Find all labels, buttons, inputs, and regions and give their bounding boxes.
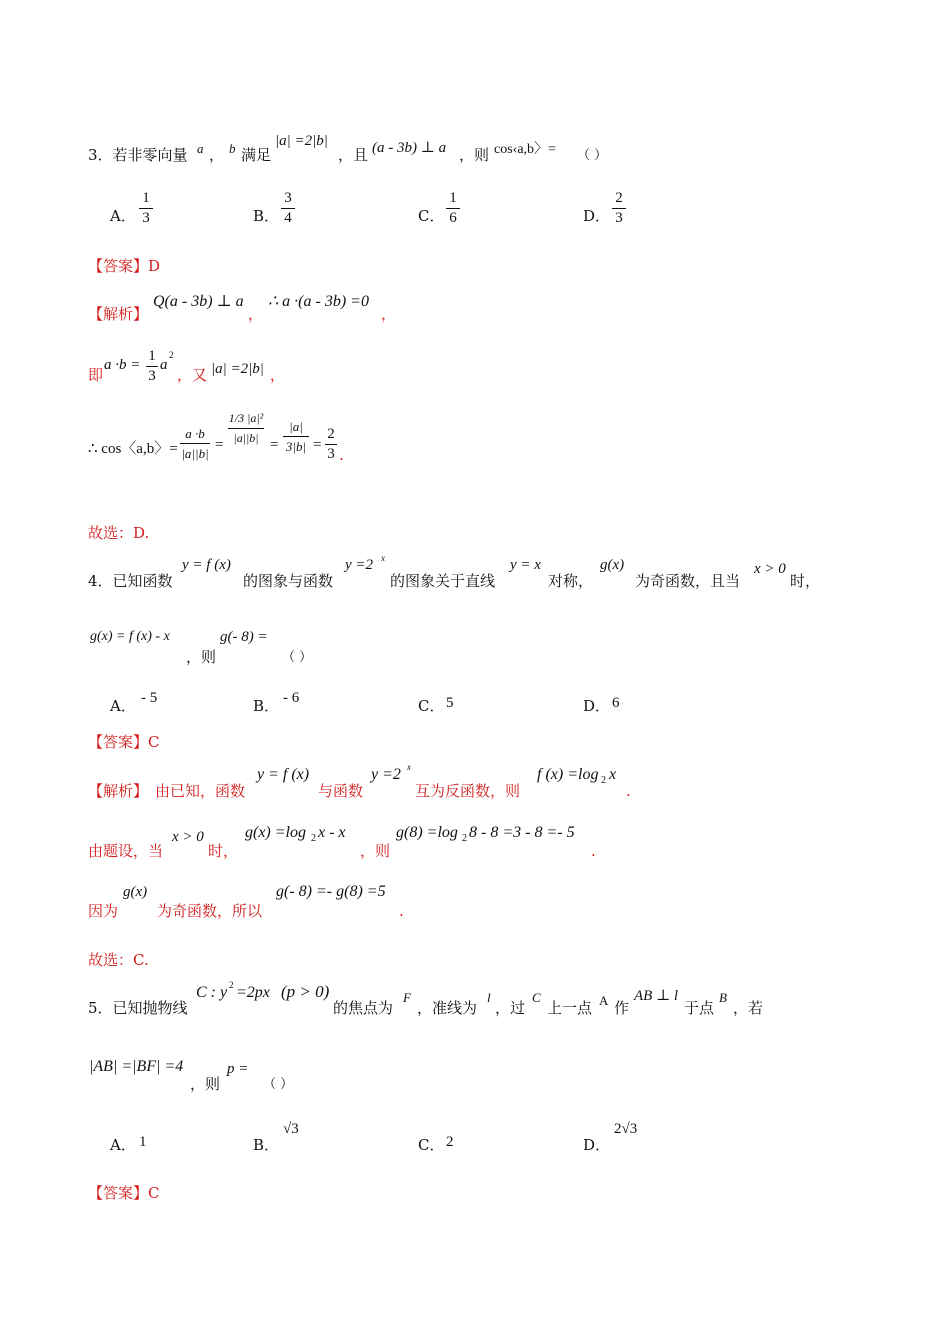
q3-cos-eq2: = xyxy=(270,437,279,453)
q4-s2-sub2: 2 xyxy=(462,833,467,844)
q3-paren: （ ） xyxy=(577,148,608,163)
q5-t6: 于点 xyxy=(684,999,715,1017)
q5-f2: AB ⊥ l xyxy=(634,988,679,1004)
q3-cos-frac1-num: a ·b xyxy=(185,426,205,441)
q3-cos-frac4-den: 3 xyxy=(327,446,335,462)
q3-option-a-num: 1 xyxy=(142,190,150,206)
q4-option-c-label: C． xyxy=(418,697,445,715)
q4-f1: y = f (x) xyxy=(182,557,231,573)
q3-analysis-step2: ∴ a ·(a - 3b) =0 xyxy=(268,293,369,310)
q5-t4: 上一点 xyxy=(547,999,593,1017)
q3-cos-frac3-den: 3|b| xyxy=(285,439,307,454)
q3-vector-b: b xyxy=(229,141,236,156)
q3-option-d-label: D． xyxy=(583,207,611,225)
q4-t2: 的图象关于直线 xyxy=(390,572,496,590)
q3-cos-frac3-num: |a| xyxy=(289,419,303,434)
q4-conclusion: 故选：C. xyxy=(88,951,149,969)
q4-t1: 的图象与函数 xyxy=(243,572,334,590)
q5-l: l xyxy=(487,990,491,1005)
q4-f4: g(x) xyxy=(600,557,625,573)
q3-cos-eq1: = xyxy=(215,437,224,453)
q4-s3-t: 因为 xyxy=(88,902,119,920)
q3-line2-end: ， xyxy=(270,366,286,384)
q4-s1-f1: y = f (x) xyxy=(257,766,310,783)
q4-line2-t: ，则 xyxy=(186,648,217,666)
q3-option-b-frac xyxy=(281,190,295,227)
q3-analysis-end: ， xyxy=(381,305,397,323)
q3-analysis-sep: ， xyxy=(248,305,264,323)
q4-s1-end: . xyxy=(626,782,631,800)
q4-option-c-val: 5 xyxy=(446,695,454,711)
q3-cos-frac1-den: |a||b| xyxy=(181,446,209,461)
q3-vector-a: a xyxy=(197,141,204,156)
q3-option-b-label: B． xyxy=(253,207,280,225)
q4-s3-t2: 为奇函数，所以 xyxy=(157,902,263,920)
q3-option-d-num: 2 xyxy=(615,190,623,206)
q4-s2-f3b: 8 - 8 =3 - 8 =- 5 xyxy=(469,824,575,841)
q4-option-b-val: - 6 xyxy=(283,690,300,706)
q3-cos-frac2 xyxy=(228,410,264,447)
q3-option-c-frac xyxy=(446,190,460,227)
q4-option-b-label: B． xyxy=(253,697,280,715)
q4-answer: 【答案】C xyxy=(88,733,160,751)
q5-option-d-label: D． xyxy=(583,1136,611,1154)
q5-t3: ，过 xyxy=(495,999,526,1017)
q4-s3-f2: g(- 8) =- g(8) =5 xyxy=(276,883,386,900)
q5-B: B xyxy=(719,990,727,1005)
q3-line2-frac-num: 1 xyxy=(148,348,156,364)
q3-line2-dot: a ·b = xyxy=(104,357,141,373)
q3-stem: 3．若非零向量 xyxy=(88,146,188,164)
q3-line2-frac-den: 3 xyxy=(148,368,156,384)
q4-s3-end: . xyxy=(399,902,404,920)
q3-cos-end: . xyxy=(339,446,344,464)
q3-option-b-den: 4 xyxy=(284,210,292,226)
q4-option-d-val: 6 xyxy=(612,695,620,711)
q3-line2-mid: ，又 xyxy=(177,366,208,384)
q4-analysis-tag: 【解析】 xyxy=(88,782,149,800)
q3-option-b-num: 3 xyxy=(284,190,292,206)
q5-option-c-label: C． xyxy=(418,1136,445,1154)
q4-t5: 时， xyxy=(790,572,821,590)
q4-f2-sup: x xyxy=(381,553,385,563)
q4-s3-f1: g(x) xyxy=(123,884,148,900)
q4-line2-g: g(- 8) = xyxy=(220,629,268,645)
q4-f3: y = x xyxy=(510,557,541,573)
q5-line2-p: p = xyxy=(227,1061,249,1077)
q3-sep: ， xyxy=(209,146,225,164)
q4-s2-f2: g(x) =log xyxy=(245,824,306,841)
q3-cond2: (a - 3b) ⊥ a xyxy=(372,140,447,156)
q4-f5: x > 0 xyxy=(754,561,786,577)
q3-conclusion: 故选：D. xyxy=(88,524,150,542)
q3-line2-eq: |a| =2|b| xyxy=(211,361,264,377)
q4-s1-f3b: x xyxy=(609,766,617,783)
q3-option-a-frac xyxy=(139,190,153,227)
q4-t3: 对称， xyxy=(548,572,594,590)
q4-option-a-val: - 5 xyxy=(141,690,158,706)
q4-s2-f1: x > 0 xyxy=(172,829,204,845)
q4-s1-t2: 与函数 xyxy=(318,782,364,800)
q4-option-d-label: D． xyxy=(583,697,611,715)
q5-t2: ，准线为 xyxy=(417,999,478,1017)
q4-s2-f2b: x - x xyxy=(318,824,346,841)
q4-s1-f2: y =2 xyxy=(371,766,401,783)
q4-paren: （ ） xyxy=(282,650,313,665)
q5-option-c-val: 2 xyxy=(446,1134,454,1150)
q3-line2-sup: 2 xyxy=(169,350,174,360)
q5-option-a-val: 1 xyxy=(139,1134,147,1150)
q3-cond1-prefix: 满足 xyxy=(241,146,272,164)
q4-s2-t: 由题设，当 xyxy=(88,842,164,860)
q4-option-a-label: A． xyxy=(110,697,136,715)
q4-s1-t: 由已知，函数 xyxy=(155,782,246,800)
q4-s2-f3: g(8) =log xyxy=(396,824,458,841)
q5-F: F xyxy=(403,990,411,1005)
q3-option-d-den: 3 xyxy=(615,210,623,226)
q5-answer: 【答案】C xyxy=(88,1184,160,1202)
q4-s1-f3: f (x) =log xyxy=(537,766,599,783)
q5-t7: ，若 xyxy=(733,999,764,1017)
q3-answer: 【答案】D xyxy=(88,257,161,275)
q4-s2-sub: 2 xyxy=(311,833,316,844)
q5-t5: 作 xyxy=(614,999,630,1017)
q5-line2-f: |AB| =|BF| =4 xyxy=(89,1058,184,1075)
q5-stem: 5．已知抛物线 xyxy=(88,999,188,1017)
q5-option-a-label: A． xyxy=(110,1136,136,1154)
q4-line2-f: g(x) = f (x) - x xyxy=(90,629,170,644)
q3-line2-frac xyxy=(146,348,158,385)
q3-analysis-step1: Q(a - 3b) ⊥ a xyxy=(153,293,244,310)
q5-f1: C : y xyxy=(196,984,228,1001)
q5-option-b-val: √3 xyxy=(283,1121,299,1137)
q3-option-c-den: 6 xyxy=(449,210,457,226)
q4-t4: 为奇函数，且当 xyxy=(635,572,741,590)
q3-option-a-label: A． xyxy=(110,207,136,225)
q3-cos-frac3 xyxy=(283,418,309,455)
q3-cos-eq3: = xyxy=(313,437,322,453)
q5-C: C xyxy=(532,990,541,1005)
q5-option-d-val: 2√3 xyxy=(614,1121,638,1137)
q3-option-c-label: C． xyxy=(418,207,445,225)
q4-f2: y =2 xyxy=(345,557,374,573)
q4-s1-t3: 互为反函数，则 xyxy=(415,782,521,800)
q4-s1-sup: x xyxy=(407,762,411,772)
q3-option-d-frac xyxy=(612,190,626,227)
q3-option-a-den: 3 xyxy=(142,210,150,226)
q3-line2-a-squared: a xyxy=(160,357,168,373)
q3-cos-line-start: ∴ cos〈a,b〉= xyxy=(88,441,178,457)
q3-cond2-prefix: ，且 xyxy=(338,146,369,164)
q4-s1-sub: 2 xyxy=(601,775,606,786)
q4-s2-t3: ，则 xyxy=(360,842,391,860)
q3-cos-frac2-den: |a||b| xyxy=(233,431,259,445)
q3-cos-frac4-num: 2 xyxy=(327,426,335,442)
q3-cond1: |a| =2|b| xyxy=(275,133,328,149)
q5-f1-sup: 2 xyxy=(229,980,234,990)
q5-A: A xyxy=(599,993,609,1008)
q5-t1: 的焦点为 xyxy=(333,999,394,1017)
q4-stem: 4．已知函数 xyxy=(88,572,173,590)
q3-line2-prefix: 即 xyxy=(88,366,104,384)
q3-cos-frac2-num: 1/3 |a|² xyxy=(228,411,264,425)
q5-line2-t: ，则 xyxy=(190,1075,221,1093)
q3-cos-frac1 xyxy=(180,425,210,462)
q4-s2-end: . xyxy=(591,842,596,860)
q5-f1c: (p > 0) xyxy=(281,982,330,1001)
q3-cos: cos‹a,b〉= xyxy=(494,142,556,157)
q4-s2-t2: 时， xyxy=(208,842,239,860)
q5-option-b-label: B． xyxy=(253,1136,280,1154)
q3-cos-frac4 xyxy=(325,426,337,463)
q3-then: ，则 xyxy=(459,146,490,164)
q5-f1b: =2px xyxy=(236,984,270,1001)
q3-option-c-num: 1 xyxy=(449,190,457,206)
q5-paren: （ ） xyxy=(263,1077,294,1092)
q3-analysis-tag: 【解析】 xyxy=(88,305,149,323)
